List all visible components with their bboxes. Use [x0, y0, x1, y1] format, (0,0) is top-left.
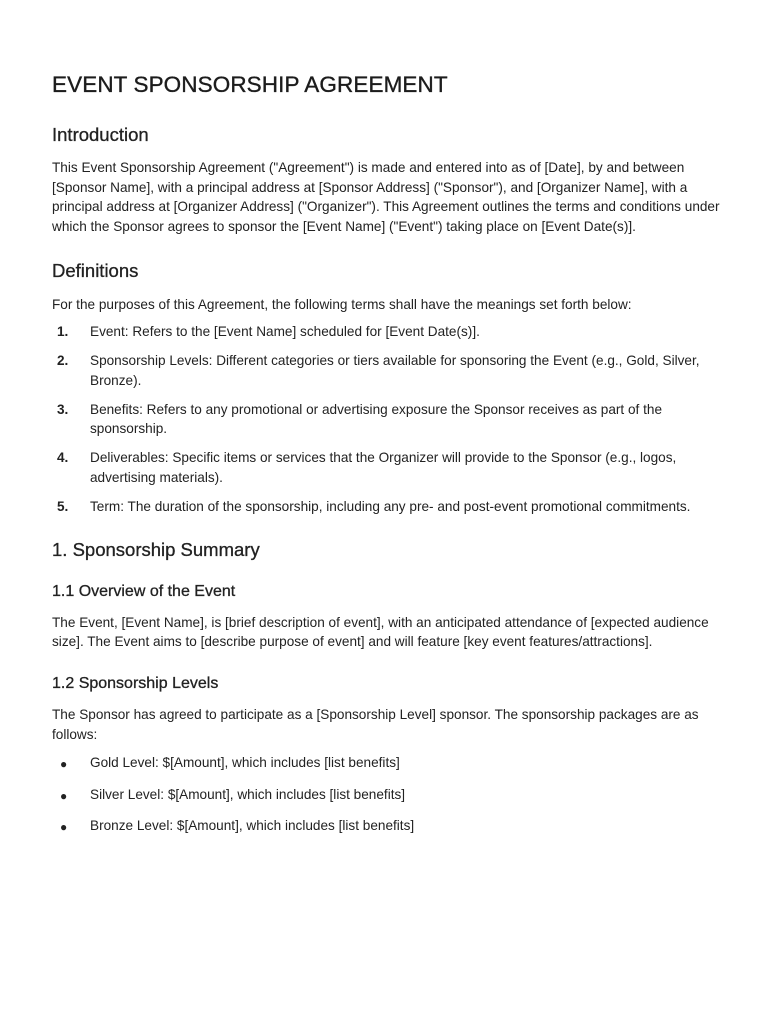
definitions-section: [52, 260, 722, 516]
definitions-list: [52, 322, 722, 517]
list-item-number: 4.: [57, 450, 69, 466]
sponsorship-summary-section: [52, 539, 722, 838]
sponsorship-levels-paragraph: The Sponsor has agreed to participate as a [Sponsorship Level] sponsor. The sponsorship packages are as follows:: [52, 706, 699, 742]
list-item-number: 5.: [57, 499, 69, 515]
list-item: [52, 497, 722, 517]
bullet-icon: ●: [60, 757, 68, 772]
document-title: EVENT SPONSORSHIP AGREEMENT: [52, 72, 448, 97]
event-overview-paragraph: The Event, [Event Name], is [brief description of event], with an anticipated attendance of [expected audience size]. The Event aims to [describe purpose of event] and will feature [key event features/attractions].: [52, 614, 709, 650]
list-item-text: Term: The duration of the sponsorship, including any pre- and post-event promotional commitments.: [90, 499, 691, 515]
list-item-text: Deliverables: Specific items or services that the Organizer will provide to the Sponsor (e.g., logos, advertising materials).: [90, 450, 677, 486]
list-item-text: Sponsorship Levels: Different categories or tiers available for sponsoring the Event (e.g., Gold, Silver, Bronze).: [90, 353, 700, 388]
event-overview-heading: 1.1 Overview of the Event: [52, 582, 236, 600]
definitions-heading: Definitions: [52, 260, 139, 282]
bullet-icon: ●: [60, 820, 68, 835]
list-item: [52, 816, 722, 838]
list-item: [52, 785, 722, 807]
document-page: [52, 72, 722, 848]
list-item: [52, 322, 722, 342]
list-item-number: 1.: [57, 323, 69, 339]
list-item: [52, 351, 722, 390]
definitions-intro: For the purposes of this Agreement, the following terms shall have the meanings set forth below:: [52, 297, 632, 313]
list-item-text: Benefits: Refers to any promotional or advertising exposure the Sponsor receives as part of the sponsorship.: [90, 401, 662, 437]
introduction-paragraph: This Event Sponsorship Agreement ("Agreement") is made and entered into as of [Date], by and between [Sponsor Name], with a principal address at [Sponsor Address] ("Sponsor"), and [Organizer Name], with a principal address at [Organizer Address] ("Organizer"). This Agreement outlines the terms and conditions under which the Sponsor agrees to sponsor the [Event Name] ("Event") taking place on [Event Date(s)].: [52, 160, 720, 234]
sponsorship-levels-heading: 1.2 Sponsorship Levels: [52, 674, 219, 692]
introduction-section: [52, 124, 722, 236]
bullet-icon: ●: [60, 788, 68, 803]
list-item: [52, 448, 722, 487]
sponsorship-summary-heading: 1. Sponsorship Summary: [52, 538, 260, 560]
introduction-heading: Introduction: [52, 124, 149, 145]
list-item-number: 2.: [57, 353, 69, 369]
list-item: [52, 753, 722, 775]
list-item-text: Bronze Level: $[Amount], which includes [list benefits]: [90, 818, 415, 834]
sponsorship-levels-list: [52, 753, 722, 838]
list-item-text: Gold Level: $[Amount], which includes [list benefits]: [90, 755, 400, 771]
list-item-text: Silver Level: $[Amount], which includes [list benefits]: [90, 786, 406, 802]
list-item-text: Event: Refers to the [Event Name] scheduled for [Event Date(s)].: [90, 323, 480, 339]
list-item: [52, 400, 722, 439]
list-item-number: 3.: [57, 401, 69, 417]
